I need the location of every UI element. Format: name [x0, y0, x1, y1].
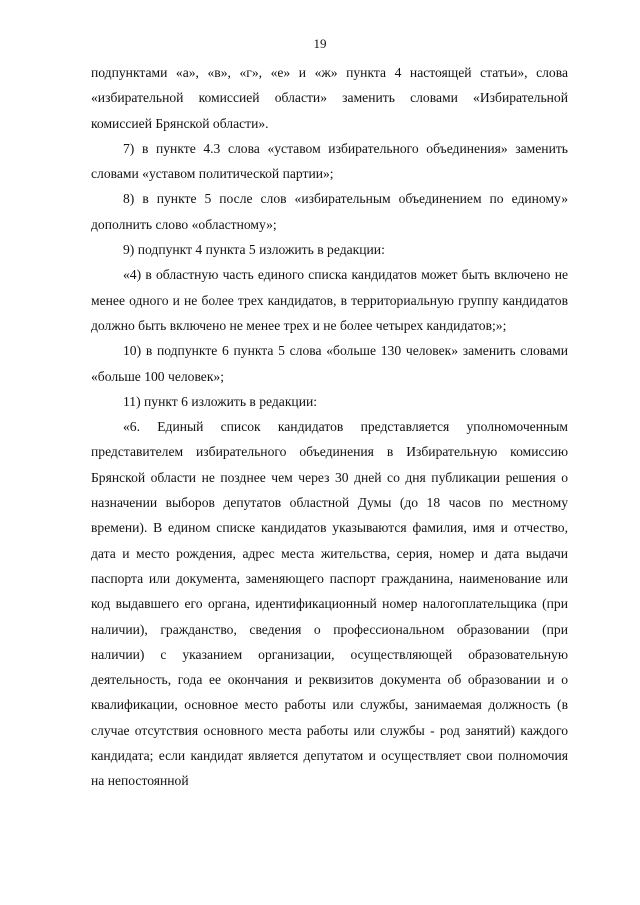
paragraph-item-7: 7) в пункте 4.3 слова «уставом избирательного объединения» заменить словами «уставом политической партии»; [91, 140, 568, 182]
paragraph-continuation: подпунктами «а», «в», «г», «е» и «ж» пункта 4 настоящей статьи», слова «избирательной комиссией области» заменить словами «Избирательной комиссией Брянской области». [91, 65, 568, 131]
paragraph-item-8: 8) в пункте 5 после слов «избирательным объединением по единому» дополнить слово «областному»; [91, 191, 568, 232]
paragraph-item-11: 11) пункт 6 изложить в редакции: [123, 393, 318, 409]
page-number: 19 [313, 36, 327, 51]
document-body [91, 60, 568, 794]
paragraph-item-9: 9) подпункт 4 пункта 5 изложить в редакции: [123, 242, 385, 258]
paragraph-quote-6: «6. Единый список кандидатов представляется уполномоченным представителем избирательного объединения в Избирательную комиссию Брянской области не позднее чем через 30 дней со дня публикации решения о назначении выборов депутатов областной Думы (до 18 часов по местному времени). В едином списке кандидатов указываются фамилия, имя и отчество, дата и место рождения, адрес места жительства, серия, номер и дата выдачи паспорта или документа, заменяющего паспорт гражданина, наименование или код выдавшего его органа, идентификационный номер налогоплательщика (при наличии), гражданство, сведения о профессиональном образовании (при наличии) с указанием организации, осуществляющей образовательную деятельность, года ее окончания и реквизитов документа об образовании и о квалификации, основное место работы или службы, занимаемая должность (в случае отсутствия основного места работы или службы - род занятий) каждого кандидата; если кандидат является депутатом и осуществляет свои полномочия на непостоянной [91, 419, 568, 789]
paragraph-item-10: 10) в подпункте 6 пункта 5 слова «больше 130 человек» заменить словами «больше 100 человек»; [91, 343, 568, 384]
paragraph-quote-4: «4) в областную часть единого списка кандидатов может быть включено не менее одного и не более трех кандидатов, в территориальную группу кандидатов должно быть включено не менее трех и не более четырех кандидатов;»; [91, 267, 568, 333]
